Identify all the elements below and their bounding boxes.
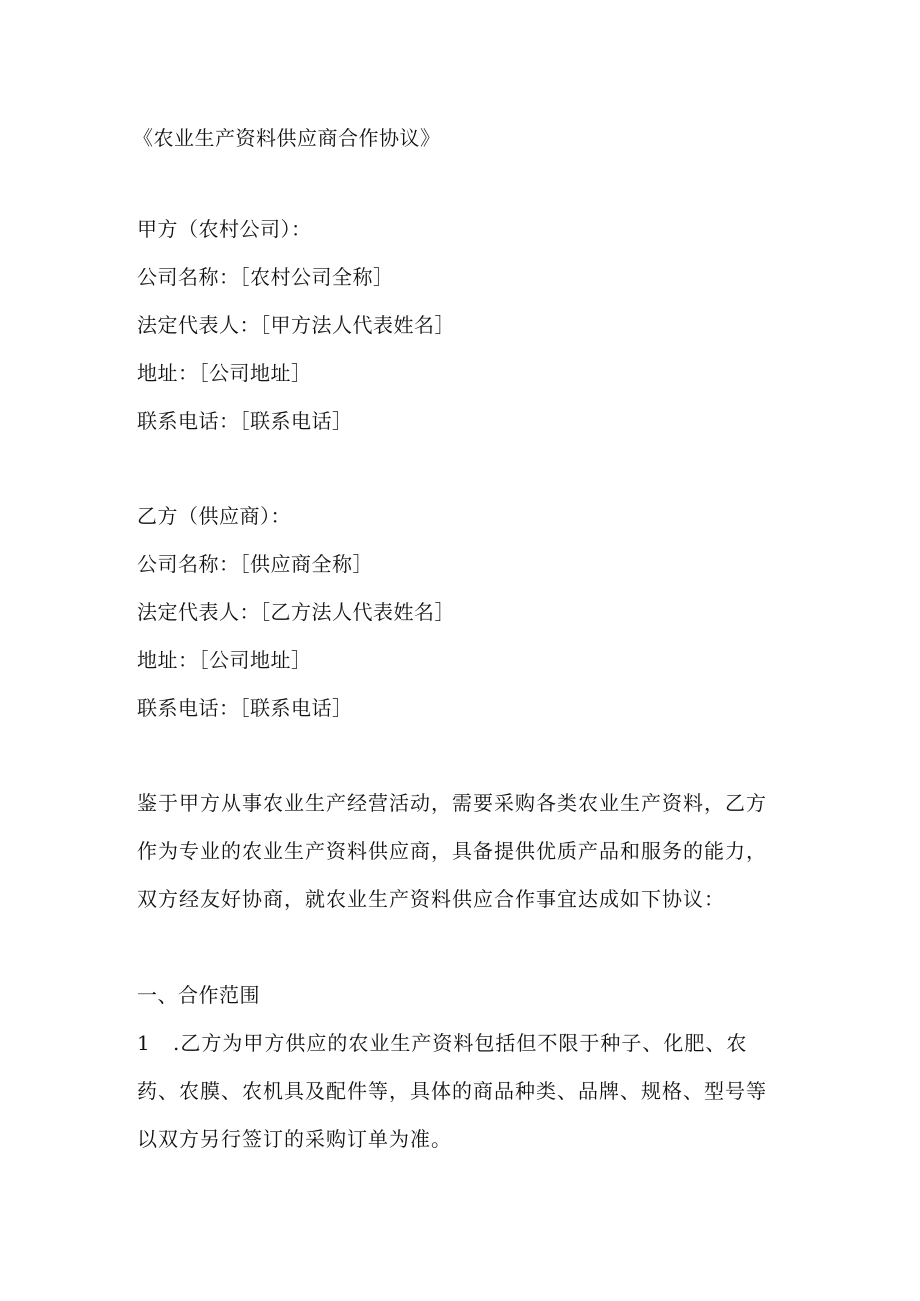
party-a-heading: 甲方（农村公司）： <box>137 217 312 241</box>
party-b-legal-rep: 法定代表人：［乙方法人代表姓名］ <box>137 600 455 624</box>
preamble-paragraph: 鉴于甲方从事农业生产经营活动，需要采购各类农业生产资料，乙方作为专业的农业生产资料供应商，具备提供优质产品和服务的能力，双方经友好协商，就农业生产资料供应合作事宜达成如下协议： <box>137 791 767 911</box>
party-b-address: 地址：［公司地址］ <box>137 648 312 672</box>
party-a-phone: 联系电话：［联系电话］ <box>137 409 353 433</box>
document-title: 《农业生产资料供应商合作协议》 <box>133 126 441 150</box>
section-1-item-1 <box>137 1019 787 1163</box>
party-a-address: 地址：［公司地址］ <box>137 361 312 385</box>
party-a-company-name: 公司名称：［农村公司全称］ <box>137 265 394 289</box>
party-b-heading: 乙方（供应商）： <box>137 504 291 528</box>
party-b-company-name: 公司名称：［供应商全称］ <box>137 552 373 576</box>
party-b-phone: 联系电话：［联系电话］ <box>137 696 353 720</box>
item-text: .乙方为甲方供应的农业生产资料包括但不限于种子、化肥、农药、农膜、农机具及配件等，具体的商品种类、品牌、规格、型号等以双方另行签订的采购订单为准。 <box>137 1031 767 1151</box>
section-1-heading: 一、合作范围 <box>137 983 260 1007</box>
party-a-legal-rep: 法定代表人：［甲方法人代表姓名］ <box>137 313 455 337</box>
item-number: 1 <box>137 1031 151 1055</box>
